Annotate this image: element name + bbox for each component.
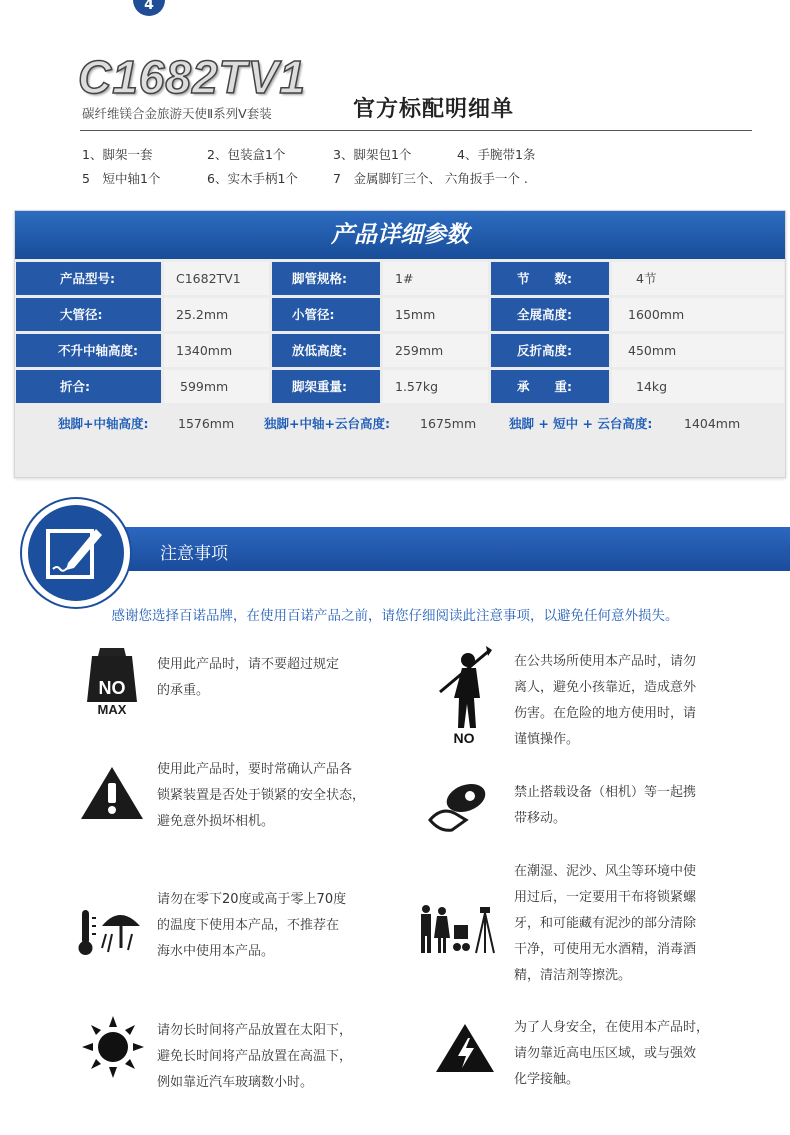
spec-panel-title: 产品详细参数 xyxy=(331,222,469,248)
header-divider xyxy=(80,130,752,131)
edit-note-icon xyxy=(28,505,124,601)
spec-label: 大管径: xyxy=(16,298,161,331)
no-camera-carry-icon xyxy=(426,776,490,834)
notice-line: 伤害。在危险的地方使用时，请 xyxy=(514,706,697,721)
accessory-item: 5 短中轴1个 xyxy=(82,171,161,186)
accessory-item: 6、实木手柄1个 xyxy=(207,171,298,186)
spec-label: 不升中轴高度: xyxy=(16,334,161,367)
spec-value: 4节 xyxy=(612,262,784,295)
notice-line: 在潮湿、泥沙、风尘等环境中使 xyxy=(514,864,697,879)
spec-label: 折合: xyxy=(16,370,161,403)
notice-line: 化学接触。 xyxy=(514,1072,580,1087)
high-voltage-icon xyxy=(434,1022,496,1074)
notice-text xyxy=(514,780,696,832)
notice-line: 精，清洁剂等擦洗。 xyxy=(514,968,632,983)
notice-line: 使用此产品时，请不要超过规定 xyxy=(157,657,340,672)
spec-value: 25.2mm xyxy=(164,298,269,331)
list-title: 官方标配明细单 xyxy=(353,97,515,122)
spec-value: 1675mm xyxy=(420,416,477,431)
spec-value: 599mm xyxy=(164,370,269,403)
notice-line: 锁紧装置是否处于锁紧的安全状态， xyxy=(157,788,366,803)
spec-label: 反折高度: xyxy=(491,334,609,367)
spec-label: 独脚+中轴+云台高度: xyxy=(264,416,390,431)
spec-value: 15mm xyxy=(383,298,488,331)
max-label: MAX xyxy=(97,702,127,716)
notice-line: 禁止搭载设备（相机）等一起携 xyxy=(514,785,697,800)
notice-line: 避免意外损坏相机。 xyxy=(157,814,275,829)
model-title: C1682TV1 xyxy=(78,51,306,103)
notice-line: 用过后，一定要用干布将锁紧螺 xyxy=(514,890,697,905)
spec-value: C1682TV1 xyxy=(164,262,269,295)
notice-line: 在公共场所使用本产品时，请勿 xyxy=(514,654,697,669)
notice-line: 谨慎操作。 xyxy=(514,732,580,747)
warning-icon xyxy=(79,765,145,821)
notice-line: 离人，避免小孩靠近，造成意外 xyxy=(514,680,697,695)
notice-line: 带移动。 xyxy=(514,811,567,826)
notice-line: 请勿靠近高电压区域，或与强效 xyxy=(514,1046,697,1061)
notice-line: 请勿在零下20度或高于零上70度 xyxy=(157,892,347,907)
spec-label: 产品型号: xyxy=(16,262,161,295)
temperature-weather-icon xyxy=(78,904,142,960)
sun-icon xyxy=(80,1014,146,1080)
section-number-badge: 4 xyxy=(133,0,165,16)
spec-value: 1576mm xyxy=(178,416,235,431)
notice-emblem xyxy=(22,499,130,607)
spec-value: 1404mm xyxy=(684,416,741,431)
thanks-message: 感谢您选择百诺品牌，在使用百诺产品之前，请您仔细阅读此注意事项，以避免任何意外损失。 xyxy=(111,608,679,624)
notice-line: 海水中使用本产品。 xyxy=(157,944,275,959)
accessory-item: 7 金属脚钉三个、 六角扳手一个 . xyxy=(333,171,528,186)
spec-label: 脚架重量: xyxy=(272,370,380,403)
spec-label: 独脚+中轴高度: xyxy=(58,416,149,431)
no-person-label: NO xyxy=(453,730,475,746)
no-person-icon xyxy=(434,644,494,746)
spec-label: 节 数: xyxy=(491,262,609,295)
notice-text xyxy=(514,649,696,753)
notice-line: 避免长时间将产品放置在高温下， xyxy=(157,1049,353,1064)
accessory-item: 1、脚架一套 xyxy=(82,147,153,162)
spec-panel-header xyxy=(15,211,785,259)
spec-label: 小管径: xyxy=(272,298,380,331)
notice-text xyxy=(514,859,696,989)
notice-text xyxy=(157,757,365,835)
spec-value: 1340mm xyxy=(164,334,269,367)
notice-line: 例如靠近汽车玻璃数小时。 xyxy=(157,1075,314,1090)
notice-line: 为了人身安全，在使用本产品时， xyxy=(514,1020,710,1035)
notice-text xyxy=(157,652,339,704)
product-subtitle: 碳纤维镁合金旅游天使Ⅱ系列V套装 xyxy=(82,106,272,121)
notice-line: 的承重。 xyxy=(157,683,210,698)
notice-line: 请勿长时间将产品放置在太阳下， xyxy=(157,1023,353,1038)
cleaning-icon xyxy=(416,903,498,955)
accessory-item: 3、脚架包1个 xyxy=(333,147,412,162)
no-max-weight-icon xyxy=(86,644,138,716)
notice-text xyxy=(514,1015,709,1093)
spec-value: 259mm xyxy=(383,334,488,367)
notice-text xyxy=(157,887,346,965)
spec-value: 1.57kg xyxy=(383,370,488,403)
spec-label: 独脚 + 短中 + 云台高度: xyxy=(509,416,653,431)
notice-line: 干净，可使用无水酒精，消毒酒 xyxy=(514,942,697,957)
spec-value: 1# xyxy=(383,262,488,295)
spec-value: 1600mm xyxy=(612,298,784,331)
accessory-item: 4、手腕带1条 xyxy=(457,147,536,162)
no-max-label: NO xyxy=(98,678,126,698)
spec-label: 脚管规格: xyxy=(272,262,380,295)
spec-label: 放低高度: xyxy=(272,334,380,367)
spec-value: 450mm xyxy=(612,334,784,367)
notice-title: 注意事项 xyxy=(160,544,228,564)
notice-line: 牙，和可能藏有泥沙的部分清除 xyxy=(514,916,697,931)
spec-value: 14kg xyxy=(612,370,784,403)
spec-label: 全展高度: xyxy=(491,298,609,331)
spec-label: 承 重: xyxy=(491,370,609,403)
notice-text xyxy=(157,1018,352,1096)
notice-line: 使用此产品时，要时常确认产品各 xyxy=(157,762,353,777)
notice-line: 的温度下使用本产品，不推荐在 xyxy=(157,918,340,933)
accessory-item: 2、包装盒1个 xyxy=(207,147,286,162)
